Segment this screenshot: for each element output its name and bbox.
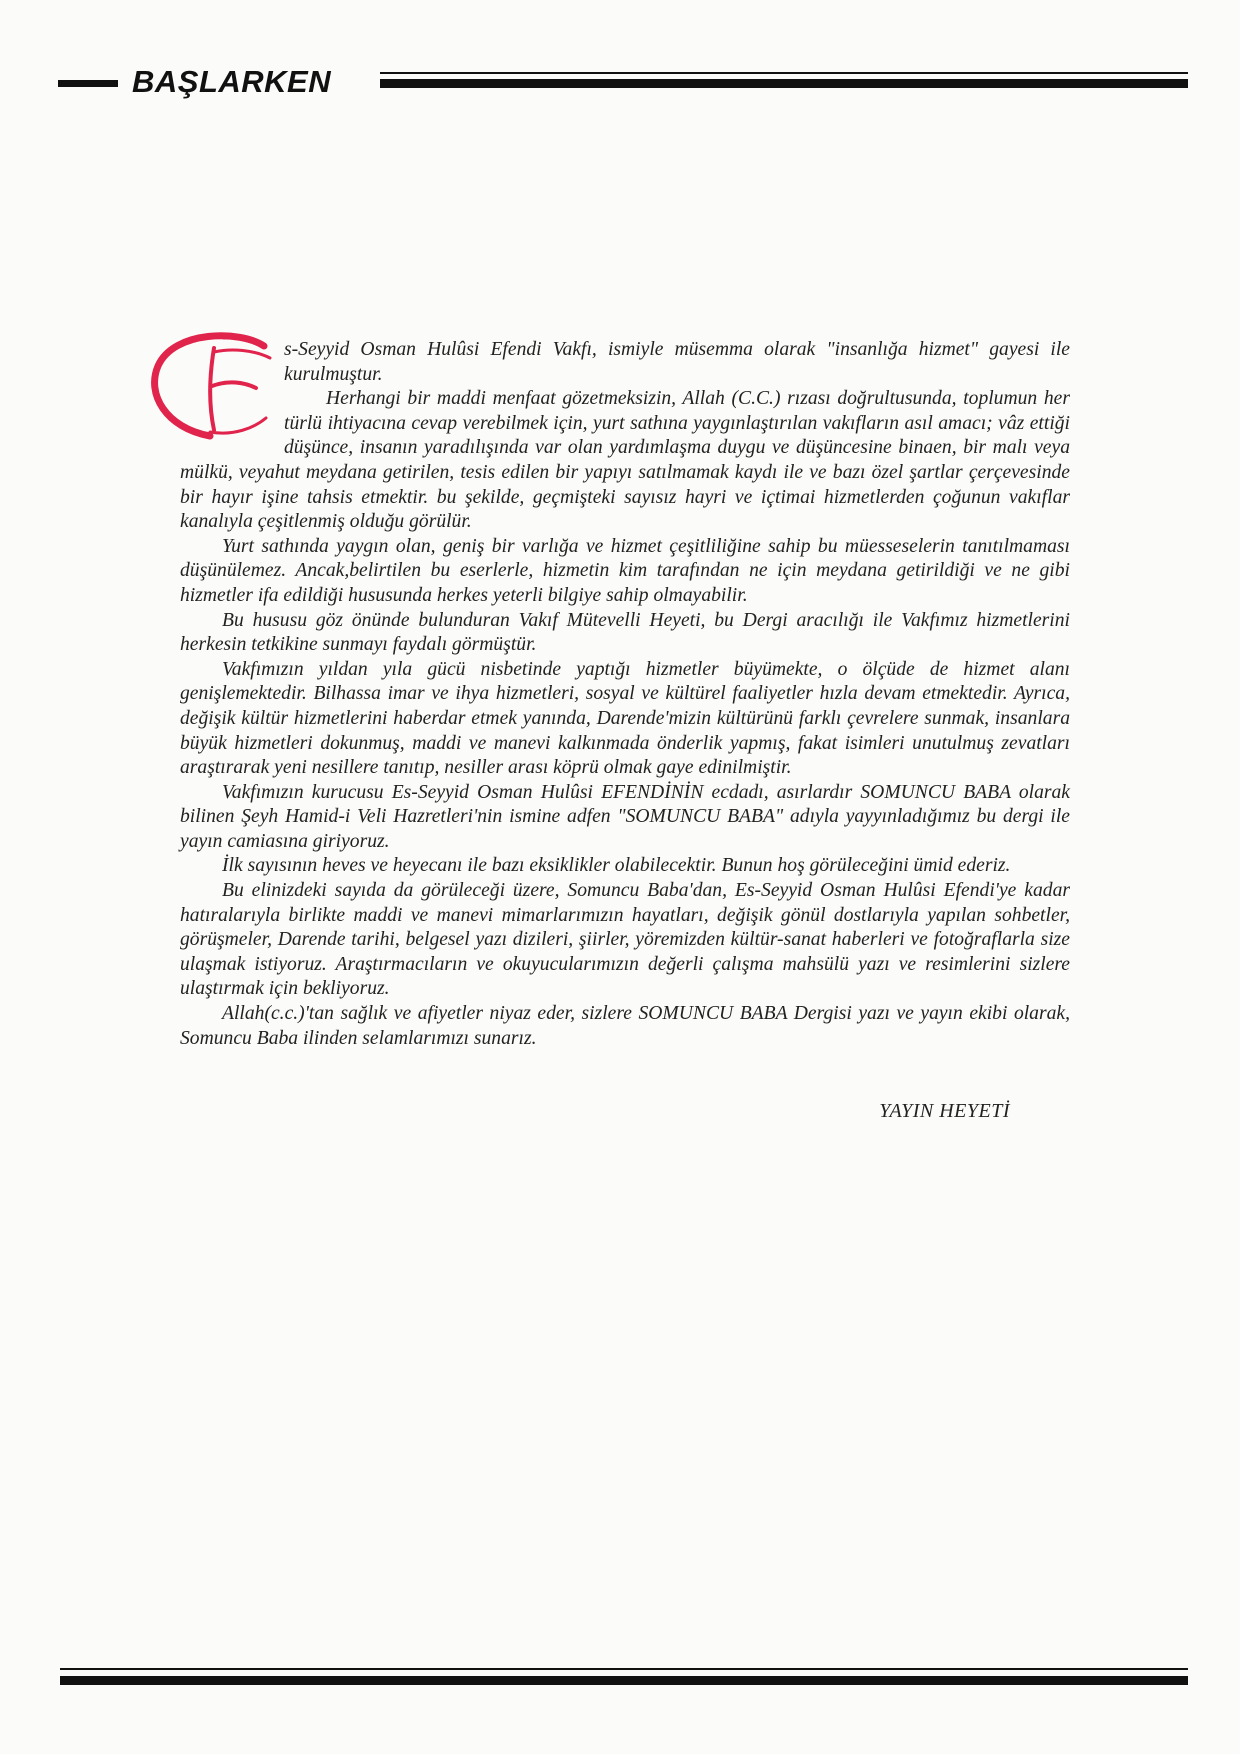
paragraph-1: s-Seyyid Osman Hulûsi Efendi Vakfı, ismiyle müsemma olarak "insanlığa hizmet" gayesi ile kurulmuştur. [284,339,1070,385]
paragraph-6: Vakfımızın kurucusu Es-Seyyid Osman Hulûsi EFENDİNİN ecdadı, asırlardır SOMUNCU BABA olarak bilinen Şeyh Hamid-i Veli Hazretleri'nin ismine adfen "SOMUNCU BABA" adıyla yayyınladığımız bu dergi ile yayın camiasına giriyoruz. [180,781,1070,852]
paragraph-5: Vakfımızın yıldan yıla gücü nisbetinde yaptığı hizmetler büyümekte, o ölçüde de hizmet alanı genişlemektedir. Bilhassa imar ve ihya hizmetleri, sosyal ve kültürel faaliyetler hızla devam etmektedir. Ayrıca, değişik kültür hizmetlerini haberdar etmek yanında, Darende'mizin kültürünü farklı çevrelere sunmak, insanlara büyük hizmetleri dokunmuş, maddi ve manevi kalkınmada önderlik yapmış, fakat isimleri unutulmuş zevatları araştırarak yeni nesillere tanıtıp, nesiller arası köprü olmak gaye edinilmiştir. [180,658,1070,779]
paragraph-3: Yurt sathında yaygın olan, geniş bir varlığa ve hizmet çeşitliliğine sahip bu müesseselerin tanıtılmaması düşünülemez. Ancak,belirtilen bu eserlerle, hizmetin kim tarafından ne için meydana getirildiği ve ne gibi hizmetler ifa edildiği hususunda herkes yeterli bilgiye sahip olmayabilir. [180,535,1070,606]
section-title: BAŞLARKEN [132,64,332,99]
header-left-bar [58,80,118,87]
dropcap-letter [144,332,280,444]
paragraph-2: Herhangi bir maddi menfaat gözetmeksizin, Allah (C.C.) rızası doğrultusunda, toplumun her türlü ihtiyacına cevap verebilmek için, yurt sathına yaygınlaştırılan vakıfların asıl amacı; vâz ettiği düşünce, insanın yaradılışında var olan yardımlaşma duygu ve düşüncesine binaen, bir malı veya mülkü, veyahut meydana getirilen, tesis edilen bir yapıyı satılmamak kaydı ile ve bazı özel şartlar çerçevesinde bir hayır işine tahsis etmektir. bu şekilde, geçmişteki sayısız hayri ve içtimai hizmetlerden çoğunun vakıflar kanalıyla çeşitlenmiş olduğu görülür. [180,388,1070,533]
paragraph-7: İlk sayısının heves ve heyecanı ile bazı eksiklikler olabilecektir. Bunun hoş görüleceğini ümid ederiz. [222,855,1011,877]
dropcap-e-icon [144,332,280,444]
paragraph-4: Bu hususu göz önünde bulunduran Vakıf Mütevelli Heyeti, bu Dergi aracılığı ile Vakfımız hizmetlerini herkesin tetkikine sunmayı faydalı görmüştür. [180,609,1070,656]
footer-rule-thick [60,1676,1188,1685]
signature: YAYIN HEYETİ [879,1100,1010,1123]
footer-rule-thin [60,1668,1188,1670]
paragraph-8: Bu elinizdeki sayıda da görüleceği üzere, Somuncu Baba'dan, Es-Seyyid Osman Hulûsi Efendi'ye kadar hatıralarıyla birlikte maddi ve manevi mimarlarımızın hayatları, değişik gönül dostlarıyla yapılan sohbetler, görüşmeler, Darende tarihi, belgesel yazı dizileri, şiirler, yöremizden kültür-sanat haberleri ve fotoğraflarla size ulaşmak istiyoruz. Araştırmacıların ve okuyucularımızın değerli çalışma mahsülü yazı ve resimlerini sizlere ulaştırmak için bekliyoruz. [180,880,1070,1000]
paragraph-9: Allah(c.c.)'tan sağlık ve afiyetler niyaz eder, sizlere SOMUNCU BABA Dergisi yazı ve yayın ekibi olarak, Somuncu Baba ilinden selamlarımızı sunarız. [180,1003,1070,1049]
header-rule-thick [380,79,1188,88]
article-body [180,338,1070,1124]
page-header [58,62,1188,102]
header-rule-thin [380,72,1188,74]
